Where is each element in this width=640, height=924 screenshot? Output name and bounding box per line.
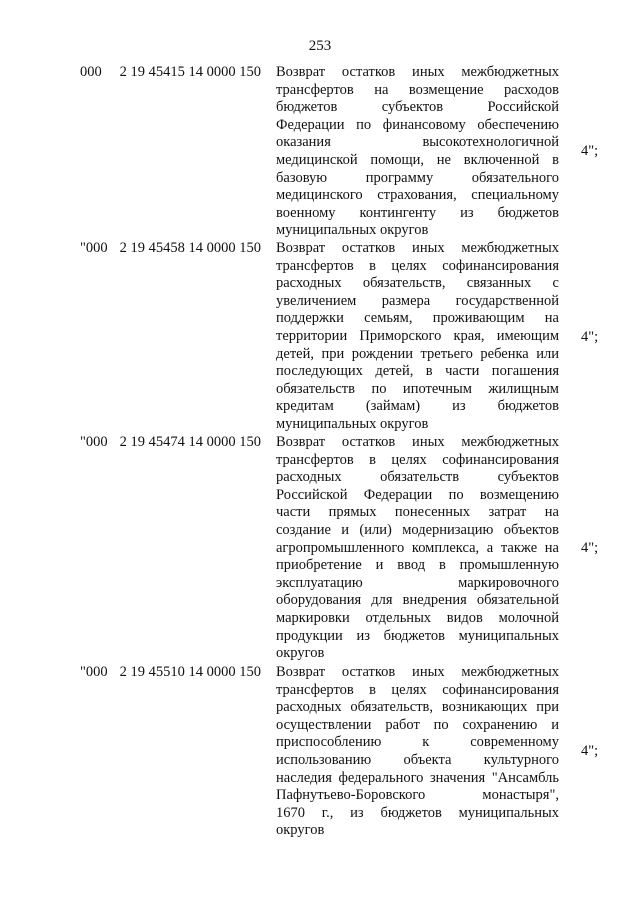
description-line: трансфертов на возмещение расходов (276, 81, 559, 98)
description-line: создание и (или) модернизацию объектов (276, 521, 559, 538)
description-line: оказания высокотехнологичной (276, 134, 559, 151)
description-line: агропромышленного комплекса, а также на (276, 539, 559, 556)
description-line: эксплуатацию маркировочного (276, 574, 559, 591)
description-line: трансфертов в целях софинансирования (276, 451, 559, 468)
budget-code: 2 19 45474 14 0000 150 (119, 434, 261, 450)
budget-classification-code (80, 664, 261, 682)
budget-code: 2 19 45510 14 0000 150 (119, 664, 261, 680)
description-line: продукции из бюджетов муниципальных (276, 627, 559, 644)
description-line: Возврат остатков иных межбюджетных (276, 434, 559, 450)
description-line: Возврат остатков иных межбюджетных (276, 240, 559, 256)
budget-classification-code (80, 240, 261, 258)
description-line: приспособлению к современному (276, 734, 559, 751)
description-line: расходных обязательств, возникающих при (276, 699, 559, 716)
description-line: трансфертов в целях софинансирования (276, 257, 559, 274)
description-line: последующих детей, в части погашения (276, 363, 559, 380)
description-line: части прямых понесенных затрат на (276, 504, 559, 521)
admin-code: 000 (80, 64, 102, 80)
row-description (276, 240, 559, 434)
description-line: поддержки семьям, проживающим на (276, 310, 559, 327)
description-line: наследия федерального значения "Ансамбль (276, 769, 559, 786)
row-description (276, 664, 559, 840)
description-line: Возврат остатков иных межбюджетных (276, 64, 559, 80)
description-line: округов (276, 822, 325, 839)
description-line: Российской Федерации по возмещению (276, 486, 559, 503)
description-line: округов (276, 645, 325, 662)
description-line: военному контингенту из бюджетов (276, 204, 559, 221)
budget-code: 2 19 45415 14 0000 150 (119, 64, 261, 80)
description-line: приобретение и ввод в промышленную (276, 557, 559, 574)
description-line: Пафнутьево-Боровского монастыря", (276, 787, 559, 804)
admin-code: "000 (80, 434, 108, 450)
description-line: маркировки отдельных видов молочной (276, 609, 559, 626)
admin-code: "000 (80, 664, 108, 680)
description-line: медицинского страхования, специальному (276, 187, 559, 204)
budget-classification-code (80, 64, 261, 82)
row-description (276, 64, 559, 240)
description-line: использованию объекта культурного (276, 751, 559, 768)
description-line: осуществлении работ по сохранению и (276, 716, 559, 733)
row-description (276, 434, 559, 663)
description-line: Федерации по финансовому обеспечению (276, 116, 559, 133)
page-number: 253 (308, 38, 332, 54)
description-line: трансфертов в целях софинансирования (276, 681, 559, 698)
description-line: обязательств по ипотечным жилищным (276, 380, 559, 397)
budget-classification-code (80, 434, 261, 452)
amount-value: 4"; (581, 329, 599, 345)
description-line: муниципальных округов (276, 222, 429, 239)
description-line: бюджетов субъектов Российской (276, 99, 559, 116)
amount-value: 4"; (581, 743, 599, 759)
amount-value: 4"; (581, 540, 599, 556)
description-line: расходных обязательств, связанных с (276, 275, 559, 292)
admin-code: "000 (80, 240, 108, 256)
description-line: территории Приморского края, имеющим (276, 327, 559, 344)
budget-code: 2 19 45458 14 0000 150 (119, 240, 261, 256)
description-line: кредитам (займам) из бюджетов (276, 398, 559, 415)
description-line: Возврат остатков иных межбюджетных (276, 664, 559, 680)
description-line: базовую программу обязательного (276, 169, 559, 186)
description-line: увеличением размера государственной (276, 292, 559, 309)
amount-value: 4"; (581, 143, 599, 159)
description-line: детей, при рождении третьего ребенка или (276, 345, 559, 362)
description-line: оборудования для внедрения обязательной (276, 592, 559, 609)
description-line: расходных обязательств субъектов (276, 469, 559, 486)
description-line: 1670 г., из бюджетов муниципальных (276, 804, 559, 821)
description-line: медицинской помощи, не включенной в (276, 151, 559, 168)
description-line: муниципальных округов (276, 415, 429, 432)
